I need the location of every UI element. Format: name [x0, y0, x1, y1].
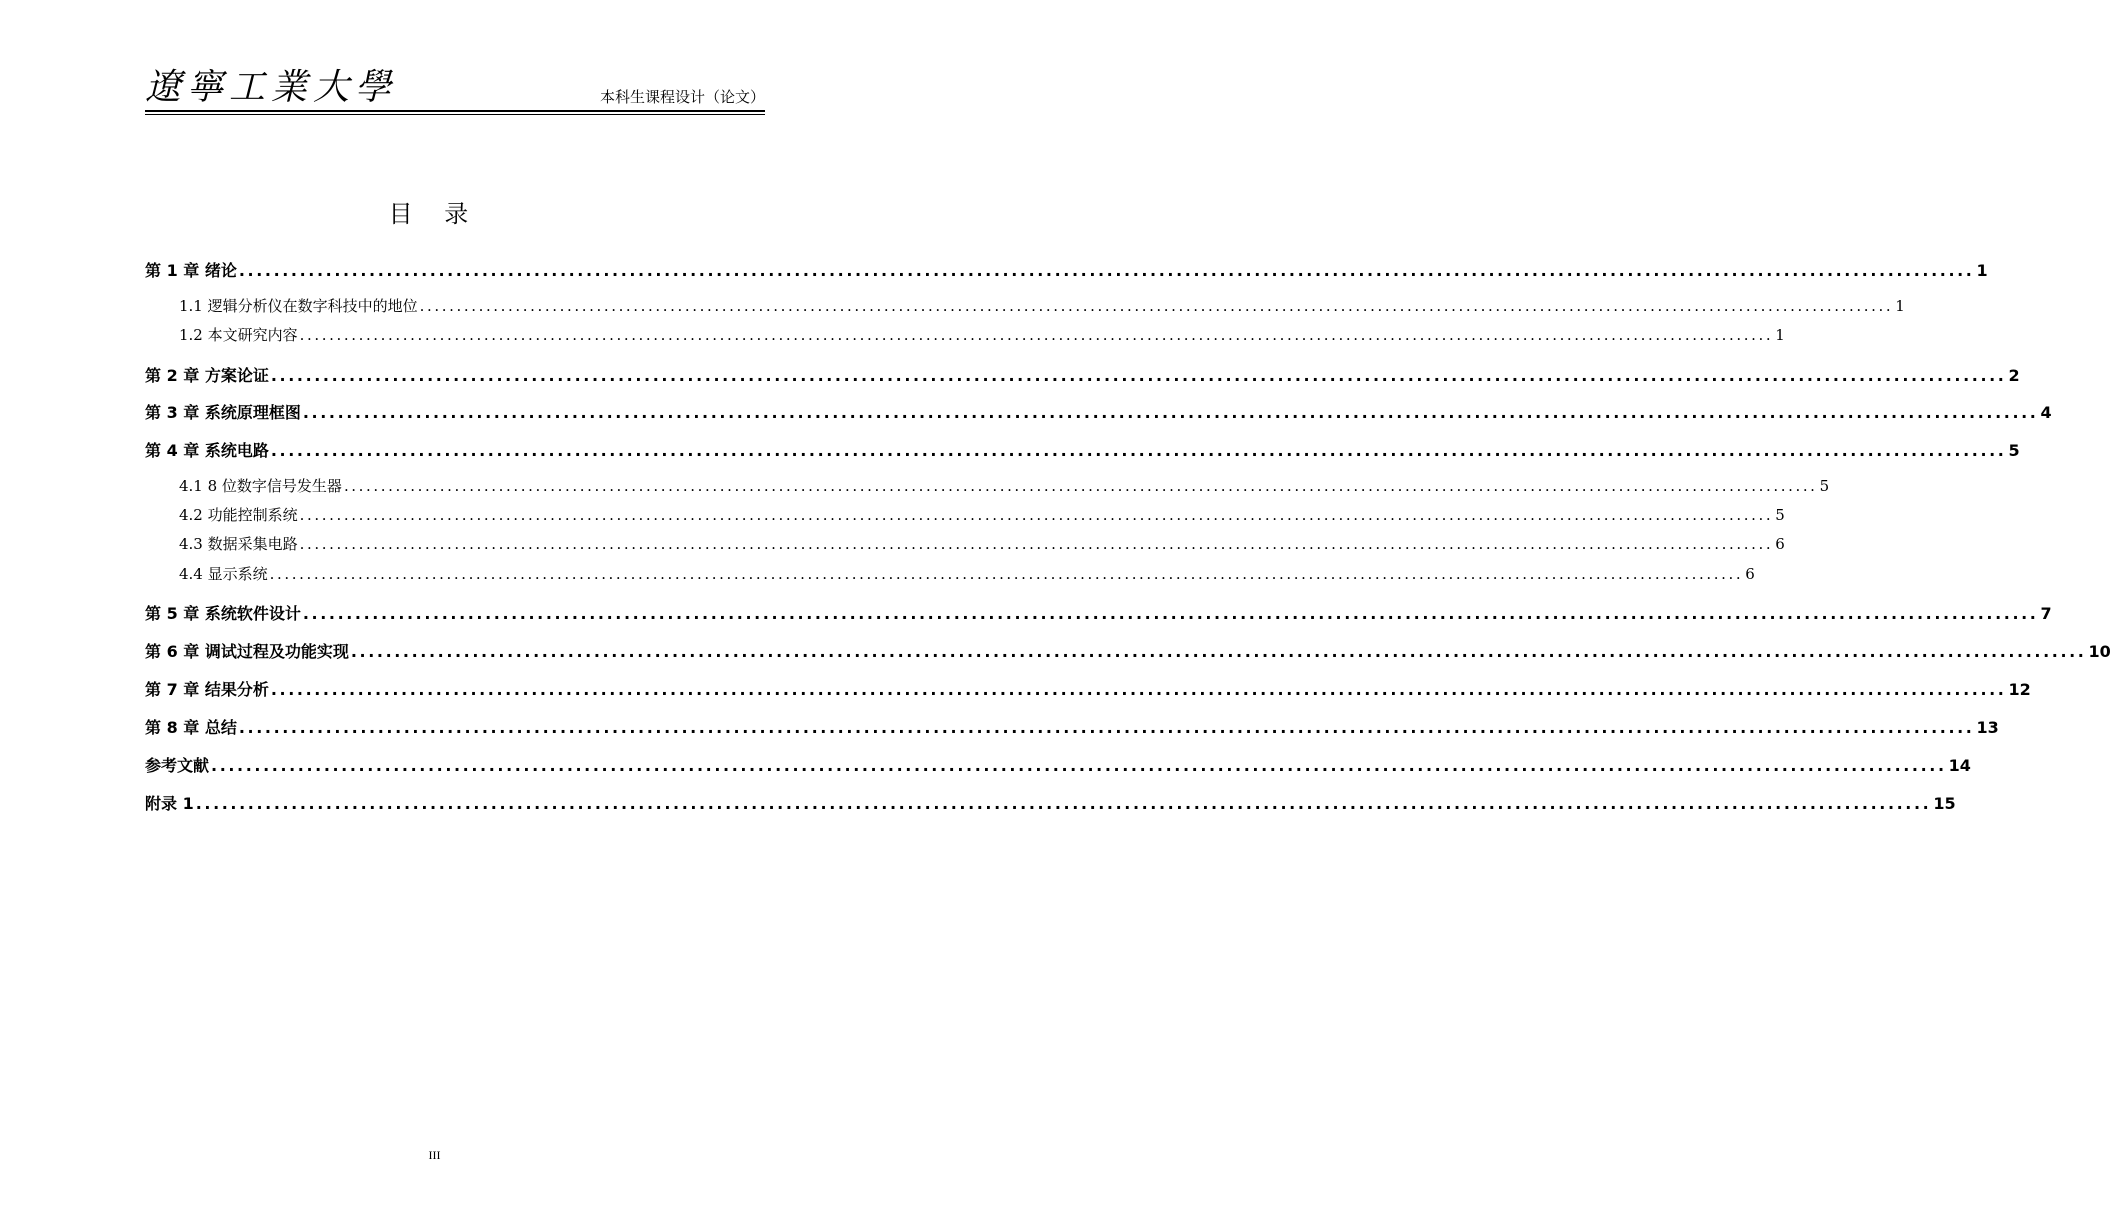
- toc-leader-dots: ........................................................................................................................................................................................................: [269, 565, 1744, 583]
- toc-entry[interactable]: [145, 504, 1785, 525]
- toc-entry[interactable]: [145, 601, 2052, 624]
- toc-entry[interactable]: [145, 475, 1830, 496]
- toc-entry-page: 6: [1775, 535, 1785, 553]
- toc-leader-dots: ........................................................................................................................................................................................................: [238, 718, 1975, 737]
- toc-leader-dots: ........................................................................................................................................................................................................: [299, 326, 1774, 344]
- toc-entry-page: 10: [2088, 642, 2111, 661]
- toc-entry[interactable]: [145, 400, 2052, 423]
- toc-entry-page: 1: [1775, 326, 1785, 344]
- toc-entry[interactable]: [145, 639, 2111, 662]
- toc-entry-label: 参考文献: [145, 756, 210, 775]
- toc-entry-label: 第 2 章 方案论证: [145, 366, 269, 385]
- toc-leader-dots: ........................................................................................................................................................................................................: [302, 403, 2039, 422]
- toc-entry-label: 第 8 章 总结: [145, 718, 237, 737]
- toc-entry-page: 2: [2008, 366, 2020, 385]
- toc-entry-page: 6: [1745, 565, 1755, 583]
- toc-entry-page: 13: [1976, 718, 1999, 737]
- toc-entry-label: 4.2 功能控制系统: [179, 506, 298, 524]
- toc-entry-page: 1: [1895, 297, 1905, 315]
- toc-entry-label: 1.1 逻辑分析仪在数字科技中的地位: [179, 297, 418, 315]
- toc-entry-page: 5: [1775, 506, 1785, 524]
- toc-leader-dots: ........................................................................................................................................................................................................: [302, 604, 2039, 623]
- page-header: [145, 68, 765, 108]
- page-number: III: [428, 1148, 441, 1162]
- toc-entry-label: 附录 1: [145, 794, 194, 813]
- document-type-label: 本科生课程设计（论文）: [599, 88, 765, 106]
- toc-entry-label: 4.3 数据采集电路: [179, 535, 298, 553]
- toc-leader-dots: ........................................................................................................................................................................................................: [211, 756, 1947, 775]
- toc-entry[interactable]: [145, 363, 2020, 386]
- toc-entry-label: 4.1 8 位数字信号发生器: [179, 477, 342, 495]
- toc-entry-label: 第 1 章 绪论: [145, 261, 237, 280]
- toc-leader-dots: ........................................................................................................................................................................................................: [350, 642, 2087, 661]
- toc-entry[interactable]: [145, 438, 2020, 461]
- toc-entry-page: 14: [1948, 756, 1971, 775]
- toc-entry-page: 12: [2008, 680, 2031, 699]
- toc-entry[interactable]: [145, 533, 1785, 554]
- toc-entry-label: 第 4 章 系统电路: [145, 441, 269, 460]
- toc-leader-dots: ........................................................................................................................................................................................................: [195, 794, 1932, 813]
- toc-leader-dots: ........................................................................................................................................................................................................: [270, 680, 2007, 699]
- toc-leader-dots: ........................................................................................................................................................................................................: [270, 366, 2007, 385]
- toc-entry[interactable]: [145, 753, 1971, 776]
- toc-entry-label: 第 3 章 系统原理框图: [145, 403, 301, 422]
- toc-entry-label: 第 6 章 调试过程及功能实现: [145, 642, 349, 661]
- toc-entry-label: 第 5 章 系统软件设计: [145, 604, 301, 623]
- toc-entry-page: 5: [1819, 477, 1830, 495]
- toc-entry-label: 1.2 本文研究内容: [179, 326, 298, 344]
- toc-entry[interactable]: [145, 324, 1785, 345]
- header-rule-thin: [145, 114, 765, 115]
- toc-entry[interactable]: [145, 791, 1956, 814]
- toc-leader-dots: ........................................................................................................................................................................................................: [299, 506, 1774, 524]
- university-logo: 遼寧工業大學: [145, 67, 398, 108]
- toc-title: 目 录: [388, 200, 481, 228]
- header-rule-thick: [145, 110, 765, 112]
- toc-entry[interactable]: [145, 295, 1905, 316]
- toc-entry-page: 7: [2040, 604, 2052, 623]
- toc-leader-dots: ........................................................................................................................................................................................................: [343, 477, 1818, 495]
- toc-leader-dots: ........................................................................................................................................................................................................: [419, 297, 1894, 315]
- toc-entry-page: 4: [2040, 403, 2052, 422]
- toc-leader-dots: ........................................................................................................................................................................................................: [238, 261, 1975, 280]
- toc-entry-page: 5: [2008, 441, 2020, 460]
- toc-entry-page: 15: [1933, 794, 1956, 813]
- toc-entry-label: 4.4 显示系统: [179, 565, 268, 583]
- toc-entry[interactable]: [145, 715, 1999, 738]
- toc-entry[interactable]: [145, 563, 1755, 584]
- toc-entry-label: 第 7 章 结果分析: [145, 680, 269, 699]
- toc-entry[interactable]: [145, 677, 2031, 700]
- toc-leader-dots: ........................................................................................................................................................................................................: [299, 535, 1774, 553]
- toc-leader-dots: ........................................................................................................................................................................................................: [270, 441, 2007, 460]
- toc-entry-page: 1: [1976, 261, 1988, 280]
- toc-entry[interactable]: [145, 258, 1988, 281]
